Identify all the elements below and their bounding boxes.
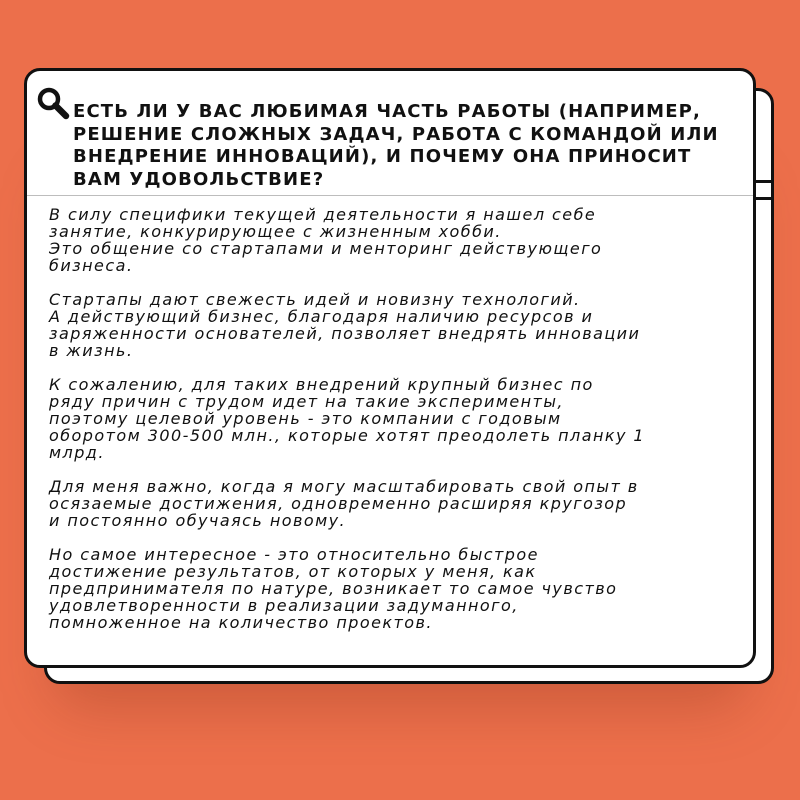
answer-line: и постоянно обучаясь новому. [49, 511, 347, 530]
card-back-divider-bottom [755, 197, 772, 200]
answer-line: заряженности основателей, позволяет внедрять инновации [49, 324, 641, 343]
answer-line: осязаемые достижения, одновременно расширяя кругозор [49, 494, 628, 513]
question-title [73, 101, 745, 191]
question-line: ВАМ УДОВОЛЬСТВИЕ? [73, 168, 325, 190]
question-line: РЕШЕНИЕ СЛОЖНЫХ ЗАДАЧ, РАБОТА С КОМАНДОЙ ИЛИ [73, 123, 719, 145]
question-card [24, 68, 756, 668]
answer-paragraph-3 [49, 376, 743, 461]
question-line: ВНЕДРЕНИЕ ИННОВАЦИЙ), И ПОЧЕМУ ОНА ПРИНОСИТ [73, 146, 692, 167]
answer-line: занятие, конкурирующее с жизненным хобби. [49, 222, 502, 241]
answer-line: достижение результатов, от которых у меня, как [49, 562, 537, 581]
card-back-divider-top [755, 180, 772, 183]
answer-line: К сожалению, для таких внедрений крупный бизнес по [49, 375, 594, 394]
answer-line: удовлетворенности в реализации задуманного, [49, 596, 519, 615]
answer-line: оборотом 300-500 млн., которые хотят преодолеть планку 1 [49, 426, 646, 445]
answer-line: ряду причин с трудом идет на такие эксперименты, [49, 392, 564, 411]
answer-paragraph-5 [49, 546, 743, 631]
answer-line: в жизнь. [49, 341, 134, 360]
answer-line: бизнеса. [49, 256, 134, 275]
answer-line: млрд. [49, 443, 105, 462]
answer-line: Это общение со стартапами и менторинг действующего [49, 239, 603, 258]
answer-line: А действующий бизнес, благодаря наличию ресурсов и [49, 307, 594, 326]
question-line: ЕСТЬ ЛИ У ВАС ЛЮБИМАЯ ЧАСТЬ РАБОТЫ (НАПРИМЕР, [73, 101, 701, 122]
search-icon [35, 85, 73, 123]
answer-line: В силу специфики текущей деятельности я нашел себе [49, 205, 597, 224]
answer-body [27, 196, 753, 631]
answer-line: поэтому целевой уровень - это компании с годовым [49, 409, 562, 428]
answer-line: предпринимателя по натуре, возникает то самое чувство [49, 579, 618, 598]
card-header [27, 71, 753, 196]
answer-line: помноженное на количество проектов. [49, 613, 433, 632]
answer-paragraph-1 [49, 206, 743, 274]
answer-paragraph-4 [49, 478, 743, 529]
answer-line: Для меня важно, когда я могу масштабировать свой опыт в [49, 477, 639, 496]
answer-line: Но самое интересное - это относительно быстрое [49, 545, 539, 564]
answer-line: Стартапы дают свежесть идей и новизну технологий. [49, 290, 581, 309]
answer-paragraph-2 [49, 291, 743, 359]
